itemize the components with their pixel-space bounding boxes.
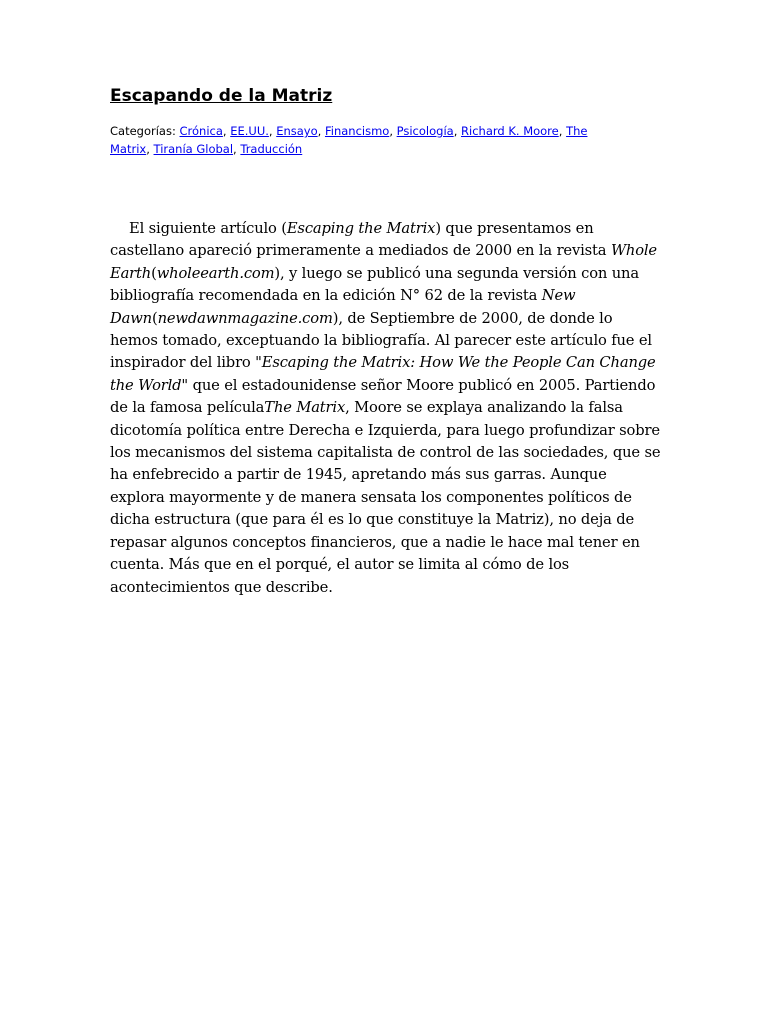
categories-line: Categorías: Crónica, EE.UU., Ensayo, Financismo, Psicología, Richard K. Moore, The Matrix, Tiranía Global, Traducción [110, 124, 588, 156]
paragraph-italic-magazine: New Dawn [110, 287, 576, 327]
paragraph-text: que el estadounidense señor Moore publicó en 2005. Partiendo de la famosa película [110, 376, 656, 417]
category-link-financismo[interactable]: Financismo [324, 124, 390, 138]
paragraph-text: ) que presentamos en castellano apareció primeramente a mediados de 2000 en la revista [110, 220, 611, 260]
category-link-tirania-global[interactable]: Tiranía Global [153, 142, 234, 156]
category-link-ensayo[interactable]: Ensayo [276, 124, 318, 138]
article-title: Escapando de la Matriz [110, 86, 333, 106]
category-link-the-matrix[interactable]: The Matrix [110, 124, 588, 156]
category-link-cronica[interactable]: Crónica [179, 124, 223, 138]
paragraph-italic-website: wholeearth.com [156, 264, 275, 282]
paragraph-text: , Moore se explaya analizando la falsa dicotomía política entre Derecha e Izquierda, para luego profundizar sobre los mecanismos del sistema capitalista de control de las sociedades, que se ha enfebrecido a partir de 1945, apretando más sus garras. Aunque explora mayormente y de manera sensata los componentes políticos de dicha estructura (que para él es lo que constituye la Matriz), no deja de repasar algunos conceptos financieros, que a nadie le hace mal tener en cuenta. Más que en el porqué, el autor se limita al cómo de los acontecimientos que describe. [110, 399, 661, 596]
category-link-traduccion[interactable]: Traducción [240, 142, 303, 156]
category-link-psicologia[interactable]: Psicología [396, 124, 454, 138]
paragraph-italic-magazine: Whole Earth [110, 242, 657, 282]
paragraph-italic-film-title: The Matrix [264, 399, 346, 417]
paragraph-italic-title: Escaping the Matrix [286, 220, 436, 237]
document-page [110, 86, 662, 614]
paragraph-italic-website: newdawnmagazine.com [157, 309, 333, 327]
article-paragraph [110, 218, 662, 599]
categories-label: Categorías: [110, 124, 176, 138]
paragraph-text: El siguiente artículo ( [129, 220, 287, 237]
paragraph-italic-book-title: "Escaping the Matrix: How We the People Can Change the World" [110, 354, 656, 394]
category-link-eeuu[interactable]: EE.UU. [230, 124, 269, 138]
paragraph-text: ), y luego se publicó una segunda versión con una bibliografía recomendada en la edición N° 62 de la revista [110, 264, 639, 305]
paragraph-text: ), de Septiembre de 2000, de donde lo hemos tomado, exceptuando la bibliografía. Al parecer este artículo fue el inspirador del libro [110, 309, 652, 372]
paragraph-text: ( [151, 264, 157, 282]
category-link-richard-k-moore[interactable]: Richard K. Moore [461, 124, 559, 138]
paragraph-text: ( [151, 309, 158, 327]
